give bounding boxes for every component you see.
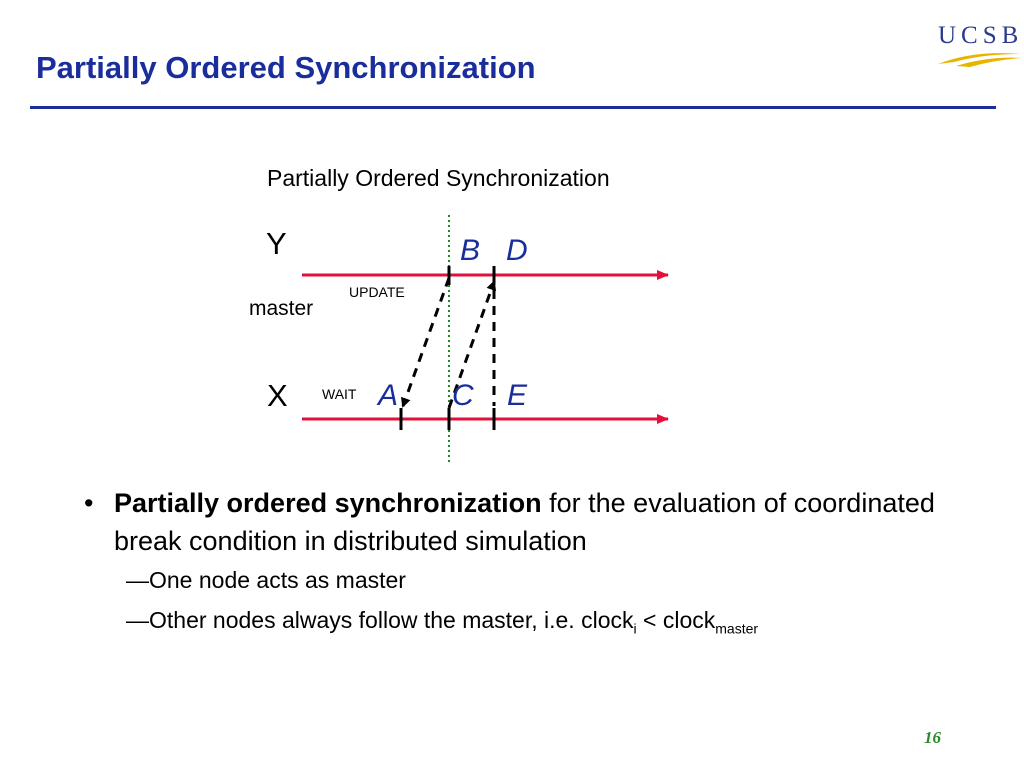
event-label-c: C bbox=[452, 379, 474, 412]
bullet-bold-text: Partially ordered synchronization bbox=[114, 488, 542, 518]
sub-bullet-item bbox=[84, 600, 984, 649]
wait-label: WAIT bbox=[322, 386, 357, 402]
event-label-a: A bbox=[378, 379, 399, 412]
sub-bullet-item: —One node acts as master bbox=[126, 567, 406, 593]
process-x-label: X bbox=[267, 378, 288, 413]
bullet-dot-icon: • bbox=[84, 488, 94, 518]
subscript-master: master bbox=[715, 620, 759, 637]
diagram-caption: Partially Ordered Synchronization bbox=[267, 165, 610, 191]
subscript-i: i bbox=[633, 620, 637, 637]
sub-bullet-text: —Other nodes always follow the master, i.e. clock bbox=[126, 607, 634, 633]
event-label-e: E bbox=[507, 379, 528, 412]
process-y-label: Y bbox=[266, 226, 287, 261]
sub-bullet-text-middle: < clock bbox=[636, 607, 716, 633]
update-label: UPDATE bbox=[349, 284, 405, 300]
slide-title: Partially Ordered Synchronization bbox=[36, 50, 536, 85]
message-arrow-b-to-a bbox=[403, 278, 449, 406]
master-label: master bbox=[249, 297, 314, 320]
page-number: 16 bbox=[924, 728, 941, 747]
event-label-b: B bbox=[460, 234, 481, 267]
event-label-d: D bbox=[506, 234, 528, 267]
bullet-list bbox=[84, 484, 984, 649]
logo-text: UCSB bbox=[938, 22, 1024, 49]
bullet-text: for the evaluation of coordinated break condition in distributed simulation bbox=[114, 488, 935, 556]
bullet-item bbox=[84, 484, 984, 560]
